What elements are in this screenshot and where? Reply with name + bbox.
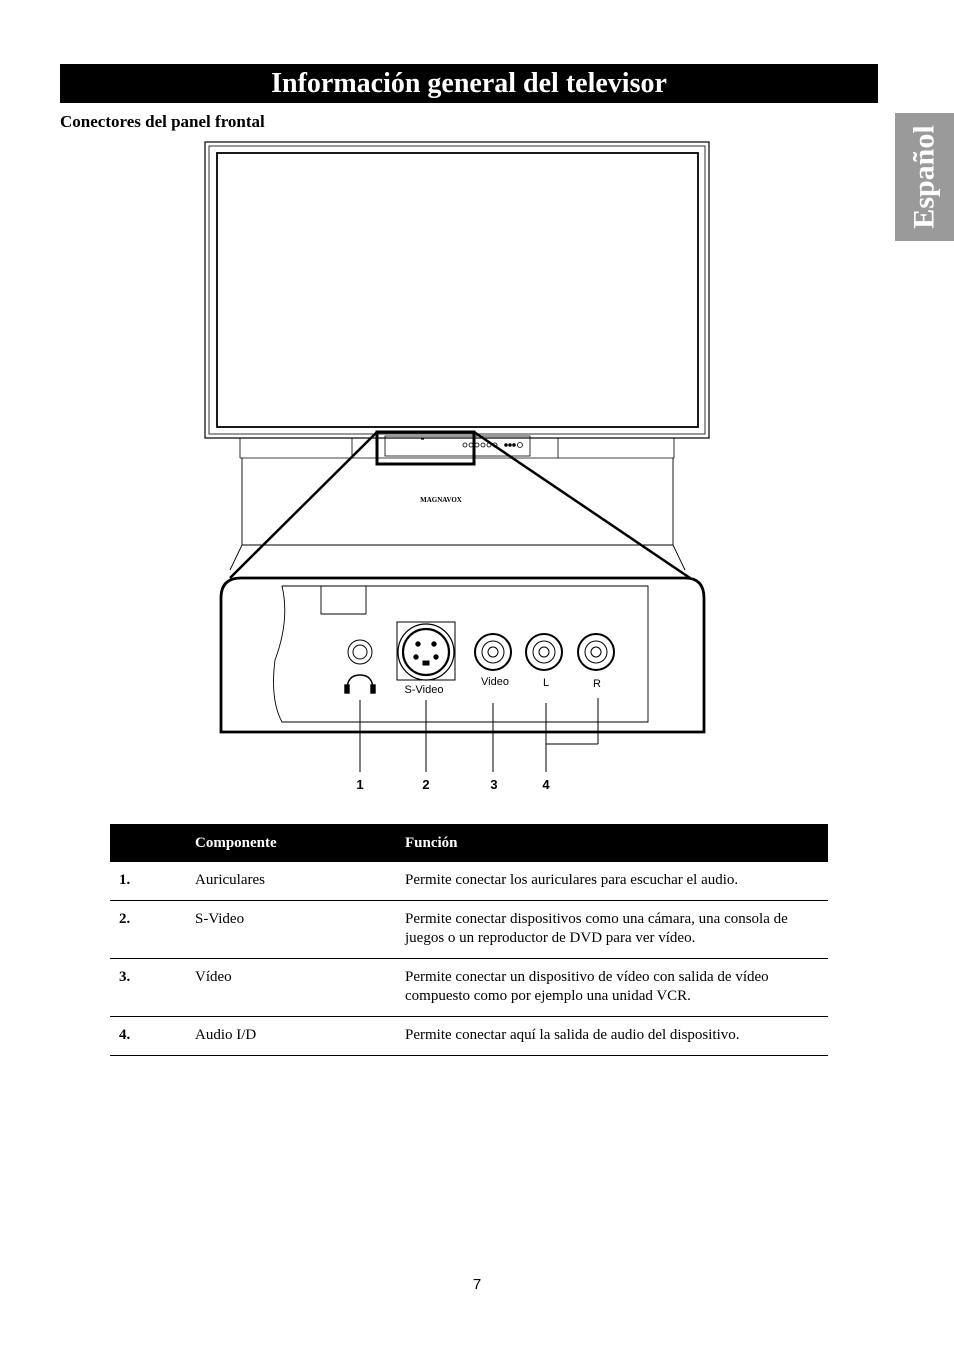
row-number: 3. xyxy=(110,959,195,1017)
tv-screen xyxy=(205,142,709,438)
audio-right-port xyxy=(578,634,614,670)
control-bar xyxy=(240,436,674,458)
page-title-text: Información general del televisor xyxy=(271,67,667,99)
brand-logo: MAGNAVOX xyxy=(420,496,462,504)
column-header-component: Componente xyxy=(195,824,405,862)
row-component: Audio I/D xyxy=(195,1017,405,1056)
table-row xyxy=(110,862,828,901)
table-row xyxy=(110,959,828,1017)
video-rca-port xyxy=(475,634,511,670)
audio-right-label: R xyxy=(593,678,601,690)
page-number: 7 xyxy=(472,1276,482,1293)
connector-table xyxy=(110,824,828,1056)
svideo-port xyxy=(397,622,455,680)
zoom-lines xyxy=(230,432,690,578)
row-number: 2. xyxy=(110,901,195,959)
callout-3: 3 xyxy=(490,777,498,792)
row-number: 1. xyxy=(110,862,195,901)
audio-left-label: L xyxy=(542,677,550,689)
callout-lines xyxy=(360,698,598,772)
column-header-number xyxy=(110,824,195,862)
row-number: 4. xyxy=(110,1017,195,1056)
audio-left-port xyxy=(526,634,562,670)
headphone-jack xyxy=(348,640,372,664)
table-row xyxy=(110,901,828,959)
table-header-row xyxy=(110,824,828,862)
callout-2: 2 xyxy=(422,777,430,792)
video-label: Video xyxy=(481,676,509,688)
headphones-icon xyxy=(345,675,375,693)
row-component: S-Video xyxy=(195,901,405,959)
row-component: Auriculares xyxy=(195,862,405,901)
callout-1: 1 xyxy=(356,777,364,792)
language-tab-label: Español xyxy=(907,125,941,229)
row-function: Permite conectar aquí la salida de audio del dispositivo. xyxy=(405,1017,828,1056)
zoomed-panel-frame xyxy=(221,578,704,732)
tv-cabinet xyxy=(230,458,685,570)
callout-4: 4 xyxy=(542,777,550,792)
row-function: Permite conectar los auriculares para escuchar el audio. xyxy=(405,862,828,901)
row-component: Vídeo xyxy=(195,959,405,1017)
table-row xyxy=(110,1017,828,1056)
row-function: Permite conectar un dispositivo de vídeo con salida de vídeo compuesto como por ejemplo una unidad VCR. xyxy=(405,959,828,1017)
section-subtitle: Conectores del panel frontal xyxy=(60,112,265,131)
column-header-function: Función xyxy=(405,824,828,862)
zoom-highlight-box xyxy=(377,432,474,464)
svideo-label: S-Video xyxy=(404,684,444,696)
row-function: Permite conectar dispositivos como una cámara, una consola de juegos o un reproductor de DVD para ver vídeo. xyxy=(405,901,828,959)
